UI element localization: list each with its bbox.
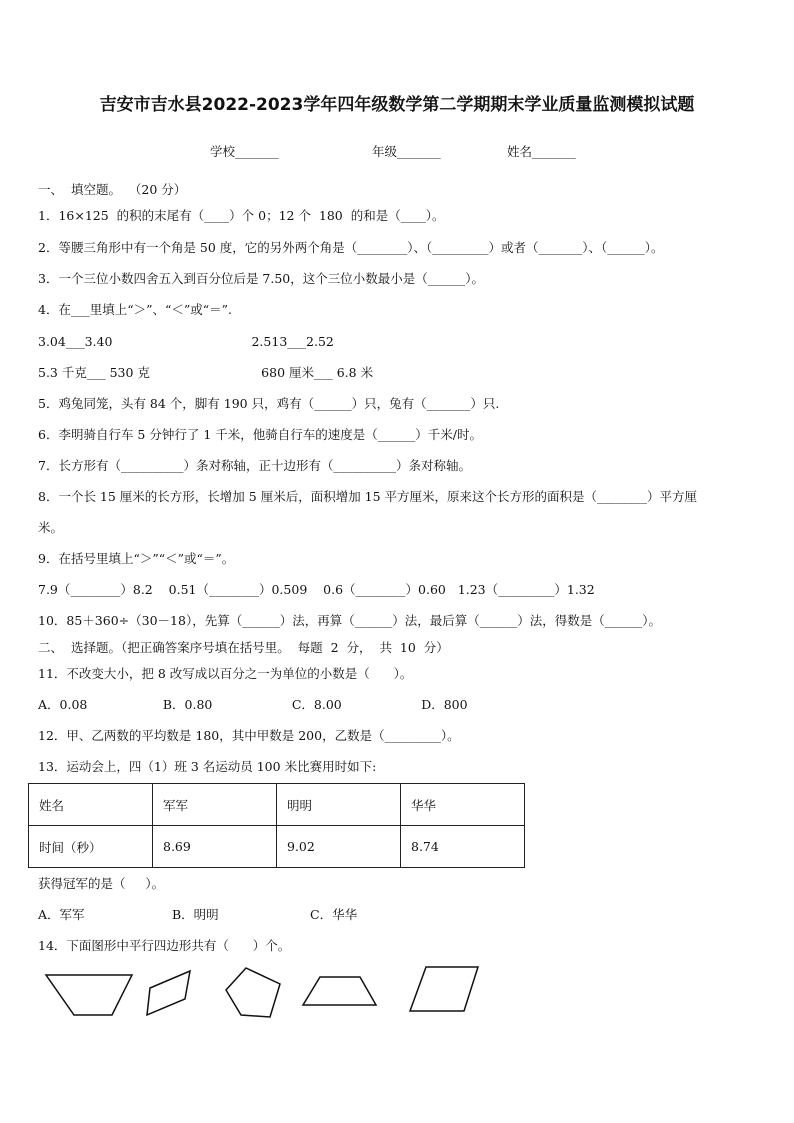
question-4-row-1: 3.04___3.40 2.513___2.52: [38, 334, 334, 349]
table-cell: 明明: [277, 784, 401, 826]
parallelogram: [410, 967, 478, 1011]
grade-field: 年级_______: [372, 144, 441, 159]
quadrilateral-figures: [0, 955, 794, 1035]
question-6: 6．李明骑自行车 5 分钟行了 1 千米，他骑自行车的速度是（______）千米/时。: [38, 427, 482, 442]
question-1: 1．16×125 的积的末尾有（____）个 0；12 个 180 的和是（____）。: [38, 208, 445, 223]
question-14: 14．下面图形中平行四边形共有（ ）个。: [38, 938, 291, 953]
question-2: 2．等腰三角形中有一个角是 50 度，它的另外两个角是（________）、（_________）或者（_______）、（______）。: [38, 240, 664, 255]
trapezoid: [303, 977, 376, 1005]
question-3: 3．一个三位小数四舍五入到百分位后是 7.50，这个三位小数最小是（______）。: [38, 271, 485, 286]
quadrilateral-2: [147, 971, 190, 1015]
table-cell: 8.74: [401, 826, 525, 868]
question-8-continued: 米。: [38, 520, 64, 535]
question-10: 10．85＋360÷（30－18），先算（______）法，再算（______）法，最后算（______）法，得数是（______）。: [38, 613, 661, 628]
question-4: 4．在___里填上“＞”、“＜”或“＝”.: [38, 302, 233, 317]
table-row: [29, 784, 525, 826]
pentagon: [226, 968, 280, 1017]
question-8: 8．一个长 15 厘米的长方形，长增加 5 厘米后，面积增加 15 平方厘米，原来这个长方形的面积是（________）平方厘: [38, 489, 698, 504]
quadrilateral-1: [46, 975, 132, 1015]
question-13: 13．运动会上，四（1）班 3 名运动员 100 米比赛用时如下:: [38, 759, 377, 774]
question-11: 11．不改变大小，把 8 改写成以百分之一为单位的小数是（ ）。: [38, 666, 413, 681]
table-row: [29, 826, 525, 868]
question-5: 5．鸡兔同笼，头有 84 个，脚有 190 只，鸡有（______）只，兔有（_______）只.: [38, 396, 500, 411]
question-9-items: 7.9（________）8.2 0.51（________）0.509 0.6（________）0.60 1.23（_________）1.32: [38, 582, 595, 597]
page-title: 吉安市吉水县2022-2023学年四年级数学第二学期期末学业质量监测模拟试题: [99, 95, 695, 115]
table-cell: 时间（秒）: [29, 826, 153, 868]
question-9: 9．在括号里填上“＞”“＜”或“＝”。: [38, 551, 235, 566]
race-times-table: [28, 783, 525, 868]
table-cell: 8.69: [153, 826, 277, 868]
question-11-options: A．0.08 B．0.80 C．8.00 D．800: [38, 697, 468, 712]
question-13-options: A．军军 B．明明 C．华华: [38, 907, 358, 922]
table-cell: 姓名: [29, 784, 153, 826]
table-cell: 军军: [153, 784, 277, 826]
section-2-heading: 二、 选择题。（把正确答案序号填在括号里。 每题 2 分， 共 10 分）: [38, 640, 449, 655]
table-cell: 9.02: [277, 826, 401, 868]
table-cell: 华华: [401, 784, 525, 826]
question-7: 7．长方形有（__________）条对称轴，正十边形有（__________）条对称轴。: [38, 458, 471, 473]
question-4-row-2: 5.3 千克___ 530 克 680 厘米___ 6.8 米: [38, 365, 374, 380]
name-field: 姓名_______: [507, 144, 576, 159]
question-13-prompt: 获得冠军的是（ ）。: [38, 876, 165, 891]
section-1-heading: 一、 填空题。 （20 分）: [38, 182, 187, 197]
school-field: 学校_______: [210, 144, 279, 159]
question-12: 12．甲、乙两数的平均数是 180，其中甲数是 200，乙数是（_________）。: [38, 728, 460, 743]
